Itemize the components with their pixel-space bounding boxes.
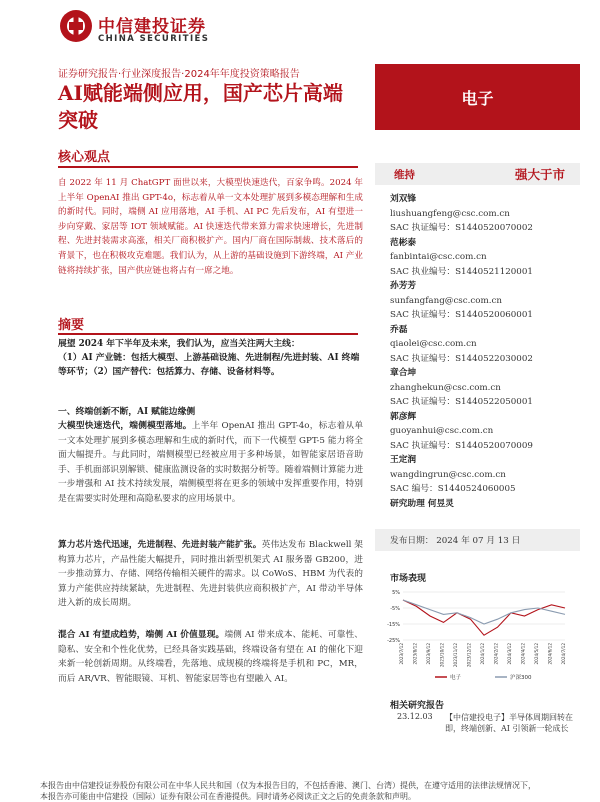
paragraph-1 [58, 419, 363, 507]
x-tick-label: 2024/1/12 [480, 643, 485, 665]
analyst-email[interactable]: fanbintai@csc.com.cn [390, 252, 487, 262]
summary-intro-1: 展望 2024 年下半年及未来，我们认为，应当关注两大主线： [58, 339, 300, 349]
analyst-name: 范彬泰 [390, 237, 417, 248]
core-heading: 核心观点 [58, 150, 111, 165]
report-title: AI赋能端侧应用，国产芯片高端突破 [58, 81, 343, 132]
analyst-sac: SAC 执证编号：S1440520070002 [390, 223, 533, 233]
analyst-sac: SAC 执证编号：S1440522030002 [390, 353, 533, 364]
analyst-name: 刘双锋 [390, 194, 417, 204]
paragraph-1-body: 上半年 OpenAI 推出 GPT-4o，标志着从单一文本处理扩展到多模态理解和生成的新时代，而下一代模型 GPT-5 能力将全面大幅提升。与此同时，端侧模型已经被应用于多种场景，如智能家居语音助手、手机面部识别解锁、健康监测设备的实时数据分析等。随着端侧计算能力进一步增强和 AI 技术持续发展，端侧模型将在更多的领域中发挥重要作用，特别是在需要实时处理和高隐私要求的应用场景中。 [58, 421, 364, 504]
x-tick-label: 2023/8/12 [412, 643, 418, 665]
analyst-sac: SAC 执证编号：S1440522050001 [390, 397, 533, 407]
related-date: 23.12.03 [397, 712, 433, 721]
paragraph-3-lead: 混合 AI 有望成趋势，端侧 AI 价值显现。 [58, 630, 225, 640]
rating-value: 强大于市 [515, 167, 566, 182]
y-tick-label: -15% [387, 622, 400, 628]
x-tick-label: 2024/7/12 [561, 643, 566, 665]
paragraph-1-lead: 大模型快速迭代，端侧模型落地。 [58, 421, 192, 431]
y-tick-label: -5% [390, 606, 400, 612]
series-line-0 [403, 600, 565, 635]
x-tick-label: 2024/5/12 [534, 643, 539, 665]
rating-label: 维持 [394, 169, 415, 181]
x-tick-label: 2023/7/12 [399, 643, 404, 665]
market-title: 市场表现 [390, 574, 427, 584]
paragraph-3 [58, 628, 363, 686]
paragraph-3-body: 端侧 AI 带来成本、能耗、可靠性、隐私、安全和个性化优势，已经具备实践基础，终端设备有望在 AI 的催化下迎来新一轮创新周期。从终端看，先落地、成规模的终端将是手机和 PC，MR，而后 AR/VR、智能眼镜、耳机、智能家居等也有望融入 AI。 [58, 630, 363, 684]
related-title: 相关研究报告 [390, 701, 445, 711]
legend-label: 沪深300 [510, 675, 532, 681]
report-subtitle: 证券研究报告·行业深度报告·2024年年度投资策略报告 [58, 69, 300, 80]
section-1-heading: 一、终端创新不断，AI 赋能边缘侧 [58, 407, 196, 417]
legend-label: 电子 [450, 675, 462, 681]
analyst-email[interactable]: qiaolei@csc.com.cn [390, 339, 477, 349]
analyst-email[interactable]: liushuangfeng@csc.com.cn [390, 208, 510, 219]
logo-cn: 中信建投证券 [98, 17, 206, 37]
analyst-email[interactable]: zhanghekun@csc.com.cn [390, 382, 501, 393]
analyst-name: 王定润 [390, 455, 417, 465]
csc-logo-icon [58, 8, 94, 44]
series-line-1 [403, 600, 565, 624]
y-tick-label: 5% [392, 590, 400, 596]
x-tick-label: 2024/4/12 [520, 643, 526, 665]
analyst-email[interactable]: guoyanhui@csc.com.cn [390, 426, 494, 436]
release-date-bar [375, 529, 580, 551]
market-chart [375, 584, 580, 684]
analyst-name: 乔磊 [390, 324, 408, 335]
company-logo [58, 8, 218, 48]
paragraph-2 [58, 538, 363, 611]
paragraph-2-body: 英伟达发布 Blackwell 架构算力芯片，产品性能大幅提升，同时推出新型机架式 AI 服务器 GB200，进一步推动算力、存储、网络传输相关硬件的需求。以 CoWoS、HBM 为代表的算力产能供应持续紧缺，先进制程、先进封装供应商积极扩产，AI 带动半导体进入新的成长周期。 [58, 540, 363, 609]
logo-en: CHINA SECURITIES [98, 34, 210, 44]
summary-heading: 摘要 [58, 318, 85, 333]
analyst-email[interactable]: sunfangfang@csc.com.cn [390, 295, 502, 306]
x-tick-label: 2023/11/12 [453, 643, 458, 668]
paragraph-2-lead: 算力芯片迭代迅速，先进制程、先进封装产能扩张。 [58, 540, 262, 550]
analyst-sac: SAC 编号：S1440524060005 [390, 484, 516, 494]
disclaimer [40, 780, 600, 802]
analyst-entry [390, 453, 575, 497]
analyst-name: 章合坤 [390, 368, 417, 378]
analyst-list [390, 192, 575, 511]
disclaimer-line-2: 本报告亦可能由中信建投（国际）证券有限公司在香港提供。同时请务必阅读正文之后的免责条款和声明。 [40, 792, 416, 801]
x-tick-label: 2024/2/12 [493, 643, 499, 665]
x-tick-label: 2024/6/12 [547, 643, 553, 665]
industry-banner: 电子 [375, 64, 580, 130]
summary-intro [58, 337, 363, 380]
analyst-entry [390, 410, 575, 454]
x-tick-label: 2023/10/12 [439, 643, 445, 668]
analyst-entry [390, 236, 575, 280]
core-divider [58, 166, 358, 168]
analyst-sac: SAC 执证编号：S1440520070009 [390, 440, 533, 451]
y-tick-label: -25% [387, 638, 400, 644]
analyst-sac: SAC 执业编号：S1440521120001 [390, 266, 533, 277]
research-assistant: 研究助理 何昱灵 [390, 498, 454, 509]
x-tick-label: 2024/3/12 [507, 643, 512, 665]
disclaimer-line-1: 本报告由中信建投证券股份有限公司在中华人民共和国（仅为本报告目的，不包括香港、澳门、台湾）提供，在遵守适用的法律法规情况下， [40, 781, 536, 790]
analyst-entry [390, 279, 575, 323]
core-text: 自 2022 年 11 月 ChatGPT 面世以来，大模型快速迭代，百家争鸣。2024 年上半年 OpenAI 推出 GPT-4o，标志着从单一文本处理扩展到多模态理解和生成的新时代。同时，端侧 AI 应用落地，AI 手机、AI PC 先后发布，AI 有望进一步向穿戴、家居等 IOT 领域赋能。AI 快速迭代带来算力需求快速增长，先进制程、先进封装需求高涨，相关厂商积极扩产。国内厂商在国际制裁、技术落后的背景下，也在积极攻克难题。我们认为，从上游的基础设施到下游终端，AI 产业链将持续扩张，国产供应链也将占有一席之地。 [58, 178, 363, 276]
x-tick-label: 2023/9/12 [426, 643, 431, 665]
analyst-entry [390, 192, 575, 236]
release-date: 发布日期： 2024 年 07 月 13 日 [390, 536, 521, 546]
analyst-entry [390, 323, 575, 367]
analyst-email[interactable]: wangdingrun@csc.com.cn [390, 469, 506, 480]
analyst-name: 郭彦辉 [390, 411, 417, 422]
analyst-entry [390, 366, 575, 410]
summary-intro-2: （1）AI 产业链：包括大模型、上游基础设施、先进制程/先进封装、AI 终端等环节；（2）国产替代：包括算力、存储、设备材料等。 [58, 353, 360, 378]
related-report-link[interactable]: 【中信建投电子】半导体周期回转在即，终端创新、AI 引领新一轮成长 [445, 713, 573, 733]
analyst-name: 孙芳芳 [390, 281, 417, 291]
x-tick-label: 2023/12/12 [466, 643, 472, 668]
summary-divider [58, 333, 358, 335]
analyst-sac: SAC 执证编号：S1440520060001 [390, 310, 533, 320]
